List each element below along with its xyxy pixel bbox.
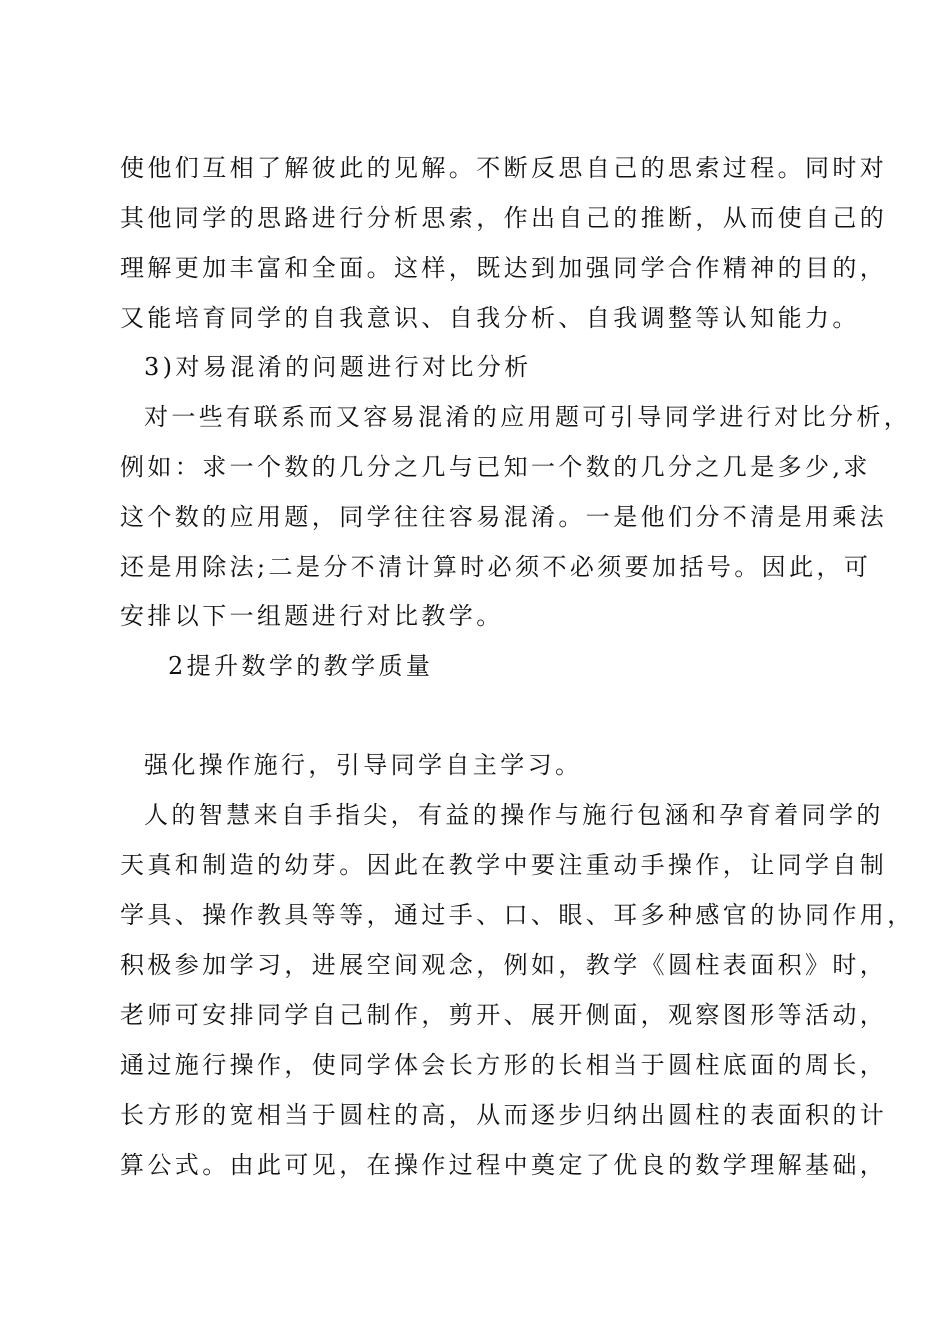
section-heading: 2提升数学的教学质量 — [168, 652, 434, 680]
paragraph-line: 人的智慧来自手指尖，有益的操作与施行包涵和孕育着同学的 — [144, 801, 884, 829]
paragraph-line: 其他同学的思路进行分析思索，作出自己的推断，从而使自己的 — [120, 204, 888, 232]
paragraph-line: 例如：求一个数的几分之几与已知一个数的几分之几是多少,求 — [120, 453, 871, 481]
paragraph-line: 天真和制造的幼芽。因此在教学中要注重动手操作，让同学自制 — [120, 851, 888, 879]
paragraph-line: 又能培育同学的自我意识、自我分析、自我调整等认知能力。 — [120, 304, 860, 332]
paragraph-line: 长方形的宽相当于圆柱的高，从而逐步归纳出圆柱的表面积的计 — [120, 1101, 888, 1129]
subheading: 强化操作施行，引导同学自主学习。 — [144, 751, 583, 779]
paragraph-line: 通过施行操作，使同学体会长方形的长相当于圆柱底面的周长， — [120, 1051, 888, 1079]
paragraph-line: 使他们互相了解彼此的见解。不断反思自己的思索过程。同时对 — [120, 154, 888, 182]
paragraph-line: 理解更加丰富和全面。这样，既达到加强同学合作精神的目的， — [120, 254, 888, 282]
paragraph-line: 安排以下一组题进行对比教学。 — [120, 602, 504, 630]
paragraph-line: 积极参加学习，进展空间观念，例如，教学《圆柱表面积》时， — [120, 951, 888, 979]
paragraph-line: 对一些有联系而又容易混淆的应用题可引导同学进行对比分析， — [144, 403, 912, 431]
paragraph-line: 算公式。由此可见，在操作过程中奠定了优良的数学理解基础， — [120, 1151, 888, 1179]
paragraph-line: 老师可安排同学自己制作，剪开、展开侧面，观察图形等活动， — [120, 1001, 888, 1029]
paragraph-line: 学具、操作教具等等，通过手、口、眼、耳多种感官的协同作用， — [120, 901, 915, 929]
paragraph-line: 这个数的应用题，同学往往容易混淆。一是他们分不清是用乘法 — [120, 503, 888, 531]
paragraph-line: 还是用除法;二是分不清计算时必须不必须要加括号。因此，可 — [120, 553, 872, 581]
section-heading: 3)对易混淆的问题进行对比分析 — [144, 353, 532, 381]
